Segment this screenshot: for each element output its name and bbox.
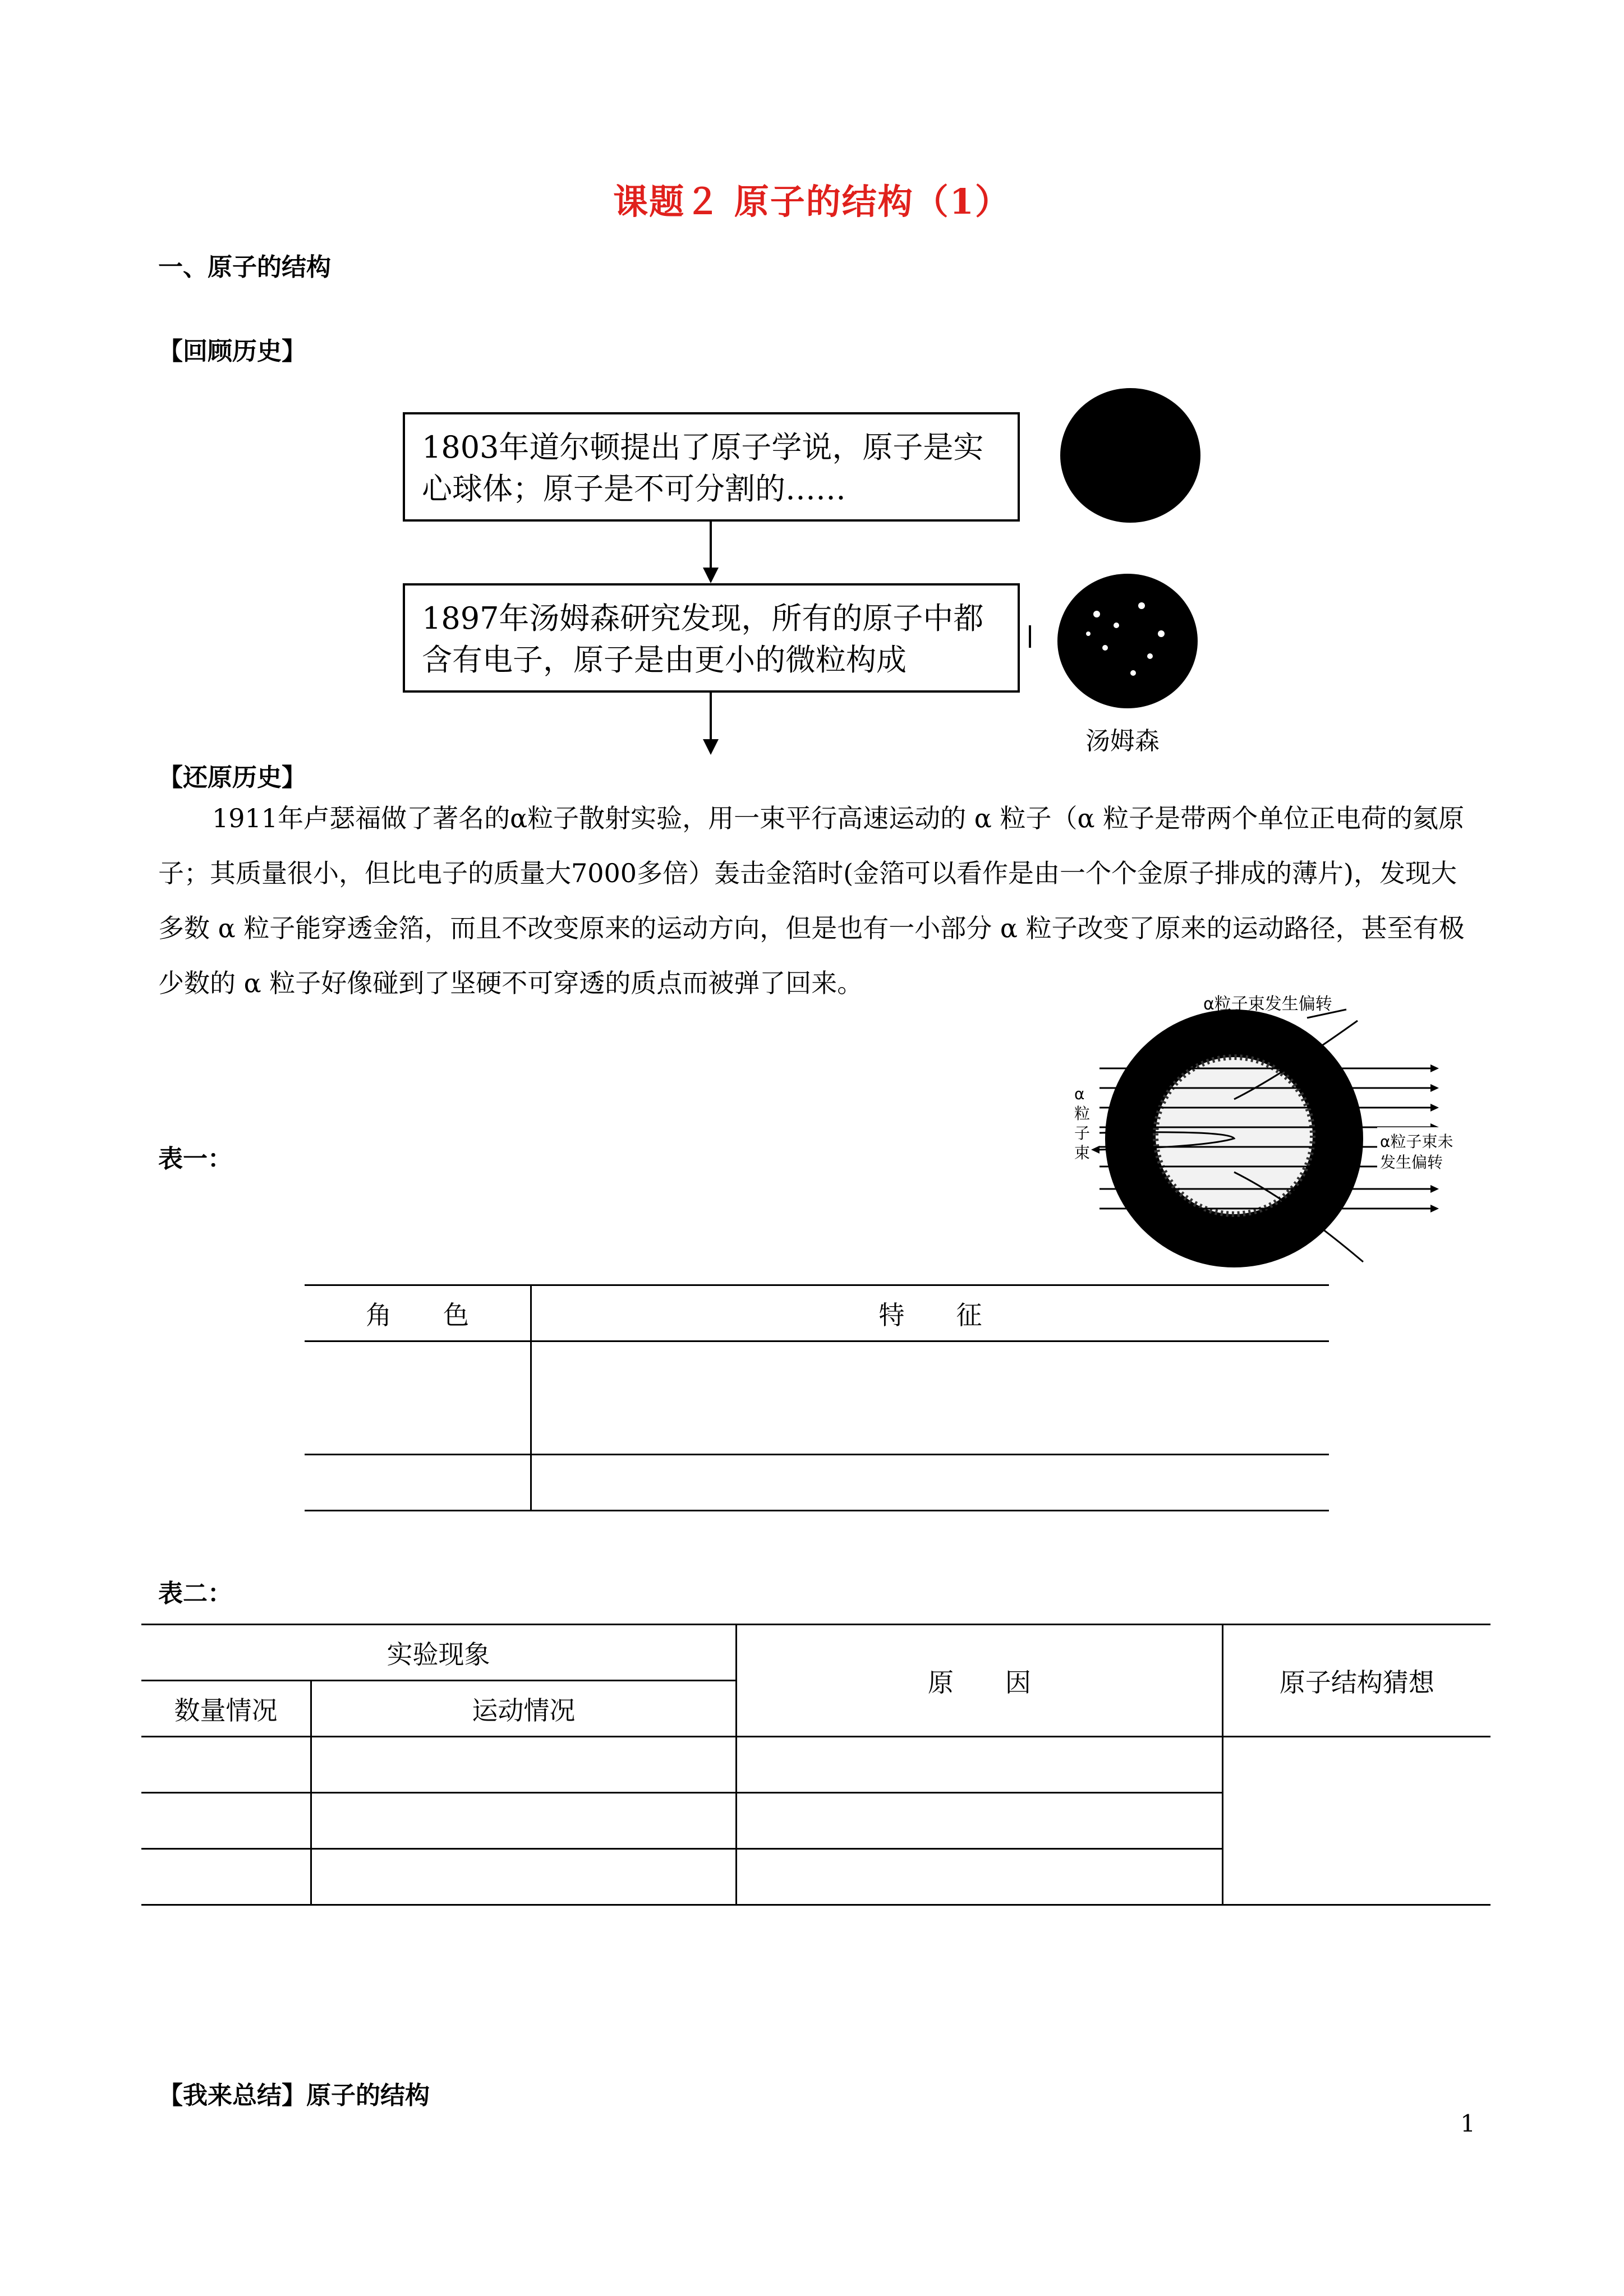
table2 <box>141 1624 1490 1906</box>
table-row <box>305 1341 1329 1455</box>
thomson-caption: 汤姆森 <box>1085 727 1160 755</box>
paragraph-text: 1911年卢瑟福做了著名的α粒子散射实验，用一束平行高速运动的 α 粒子（α 粒子是带两个单位正电荷的氦原子；其质量很小，但比电子的质量大7000多倍）轰击金箔时(金箔可以看作是由一个个金原子排成的薄片)，发现大多数 α 粒子能穿透金箔，而且不改变原来的运动方向，但是也有一小部分 α 粒子改变了原来的运动路径，甚至有极少数的 α 粒子好像碰到了坚硬不可穿透的质点而被弹了回来。 <box>158 803 1465 998</box>
table1-label: 表一： <box>158 1145 232 1173</box>
thomson-box: 1897年汤姆森研究发现，所有的原子中都含有电子，原子是由更小的微粒构成 <box>403 583 1020 693</box>
page-number: 1 <box>1460 2110 1475 2137</box>
table1-header-role: 角 色 <box>305 1285 531 1341</box>
flow-arrowhead <box>703 739 719 755</box>
dalton-box: 1803年道尔顿提出了原子学说，原子是实心球体；原子是不可分割的…… <box>403 412 1020 522</box>
table-row <box>305 1455 1329 1511</box>
svg-text:子: 子 <box>1074 1124 1091 1142</box>
table1 <box>305 1284 1329 1511</box>
alpha-scattering-diagram <box>1066 987 1481 1279</box>
table2-header-group: 实验现象 <box>141 1625 736 1681</box>
summary-heading: 【我来总结】原子的结构 <box>158 2081 430 2110</box>
dalton-solid-sphere-image <box>1060 388 1200 523</box>
flow-arrow-line <box>710 693 712 746</box>
table2-label: 表二： <box>158 1579 232 1608</box>
svg-text:粒: 粒 <box>1074 1104 1091 1123</box>
page-title: 课题２ 原子的结构（1） <box>613 181 1011 222</box>
restore-heading: 【还原历史】 <box>158 763 306 792</box>
diagram-top-label: α粒子束发生偏转 <box>1203 994 1332 1014</box>
flow-arrowhead <box>703 568 719 583</box>
table2-header-cause: 原 因 <box>736 1625 1222 1737</box>
svg-text:束: 束 <box>1074 1144 1091 1162</box>
svg-text:α: α <box>1074 1085 1085 1103</box>
diagram-right-label-2: 发生偏转 <box>1380 1153 1443 1172</box>
table1-header-feature: 特 征 <box>878 1299 982 1330</box>
section-heading: 一、原子的结构 <box>158 253 331 282</box>
thomson-model-image <box>1027 566 1206 718</box>
diagram-right-label-1: α粒子束未 <box>1380 1132 1453 1151</box>
review-heading: 【回顾历史】 <box>158 337 306 366</box>
table2-header-guess: 原子结构猜想 <box>1279 1667 1434 1698</box>
table2-subheader-motion: 运动情况 <box>311 1681 736 1737</box>
table2-subheader-count: 数量情况 <box>141 1681 311 1737</box>
table-row <box>141 1737 1490 1793</box>
